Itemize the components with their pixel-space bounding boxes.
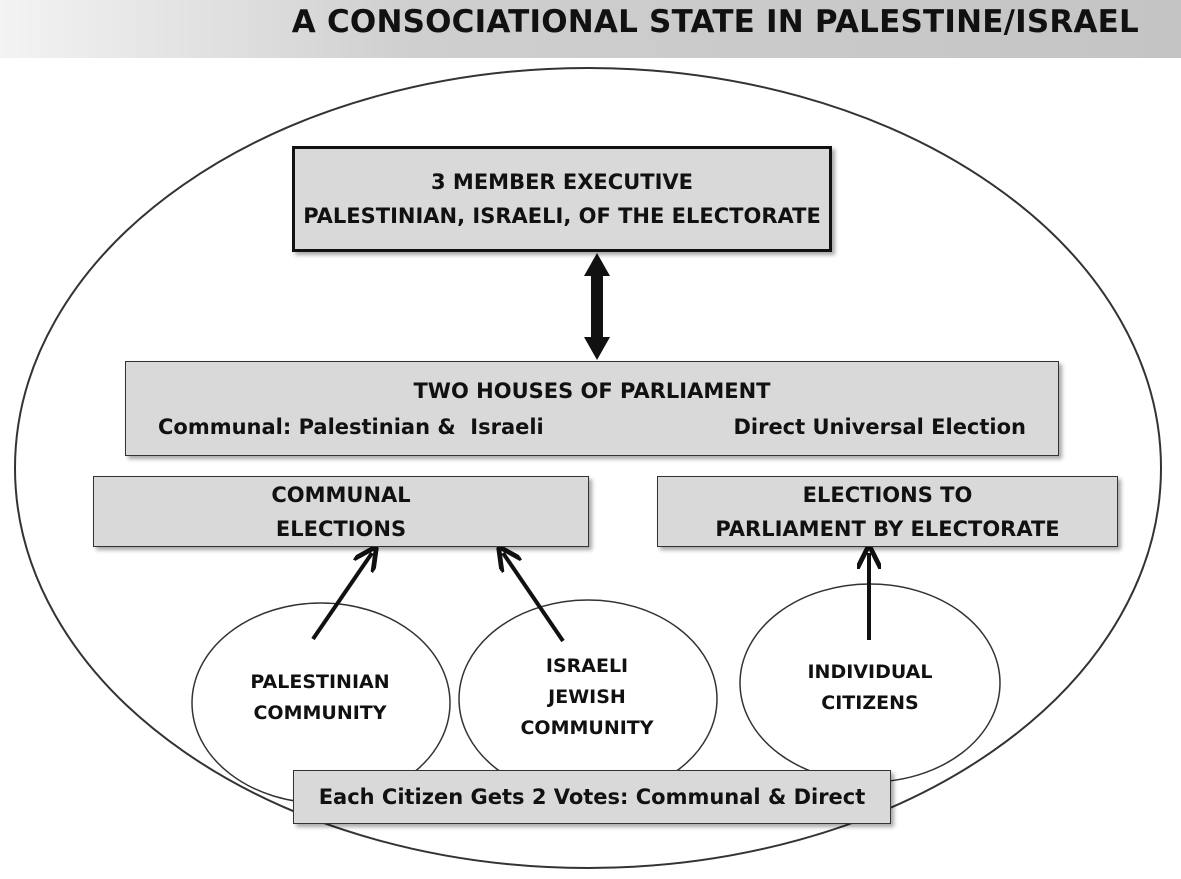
palestinian-community-label: [230, 667, 410, 729]
individual-citizens-line2: CITIZENS: [821, 692, 919, 714]
communal-elections-line2: ELECTIONS: [275, 516, 407, 541]
executive-box: [292, 146, 832, 252]
diagram-title: A CONSOCIATIONAL STATE IN PALESTINE/ISRAEL: [291, 4, 1139, 40]
palestinian-community-line2: COMMUNITY: [253, 702, 387, 724]
parliament-direct-house: Direct Universal Election: [733, 414, 1026, 439]
parliament-box: [125, 361, 1059, 456]
palestinian-community-line1: PALESTINIAN: [250, 671, 390, 693]
parliament-houses-row: [158, 409, 1026, 445]
votes-note-text: Each Citizen Gets 2 Votes: Communal & Direct: [318, 785, 866, 809]
israeli-community-label: [497, 651, 677, 744]
electorate-elections-box: [657, 476, 1118, 547]
communal-elections-line1: COMMUNAL: [271, 482, 411, 507]
israeli-community-line2: JEWISH: [548, 686, 626, 708]
executive-line1: 3 MEMBER EXECUTIVE: [431, 170, 693, 194]
electorate-elections-line2: PARLIAMENT BY ELECTORATE: [715, 516, 1060, 541]
israeli-community-line3: COMMUNITY: [520, 717, 654, 739]
communal-elections-box: [93, 476, 589, 547]
votes-note-box: [293, 770, 891, 824]
individual-citizens-label: [780, 657, 960, 719]
individual-citizens-line1: INDIVIDUAL: [807, 661, 933, 683]
electorate-elections-line1: ELECTIONS TO: [802, 482, 973, 507]
executive-line2: PALESTINIAN, ISRAELI, OF THE ELECTORATE: [303, 204, 821, 228]
israeli-community-line1: ISRAELI: [545, 655, 629, 677]
executive-parliament-double-arrow: [584, 253, 610, 360]
parliament-communal-house: Communal: Palestinian & Israeli: [158, 414, 544, 439]
parliament-title: TWO HOUSES OF PARLIAMENT: [413, 378, 771, 403]
